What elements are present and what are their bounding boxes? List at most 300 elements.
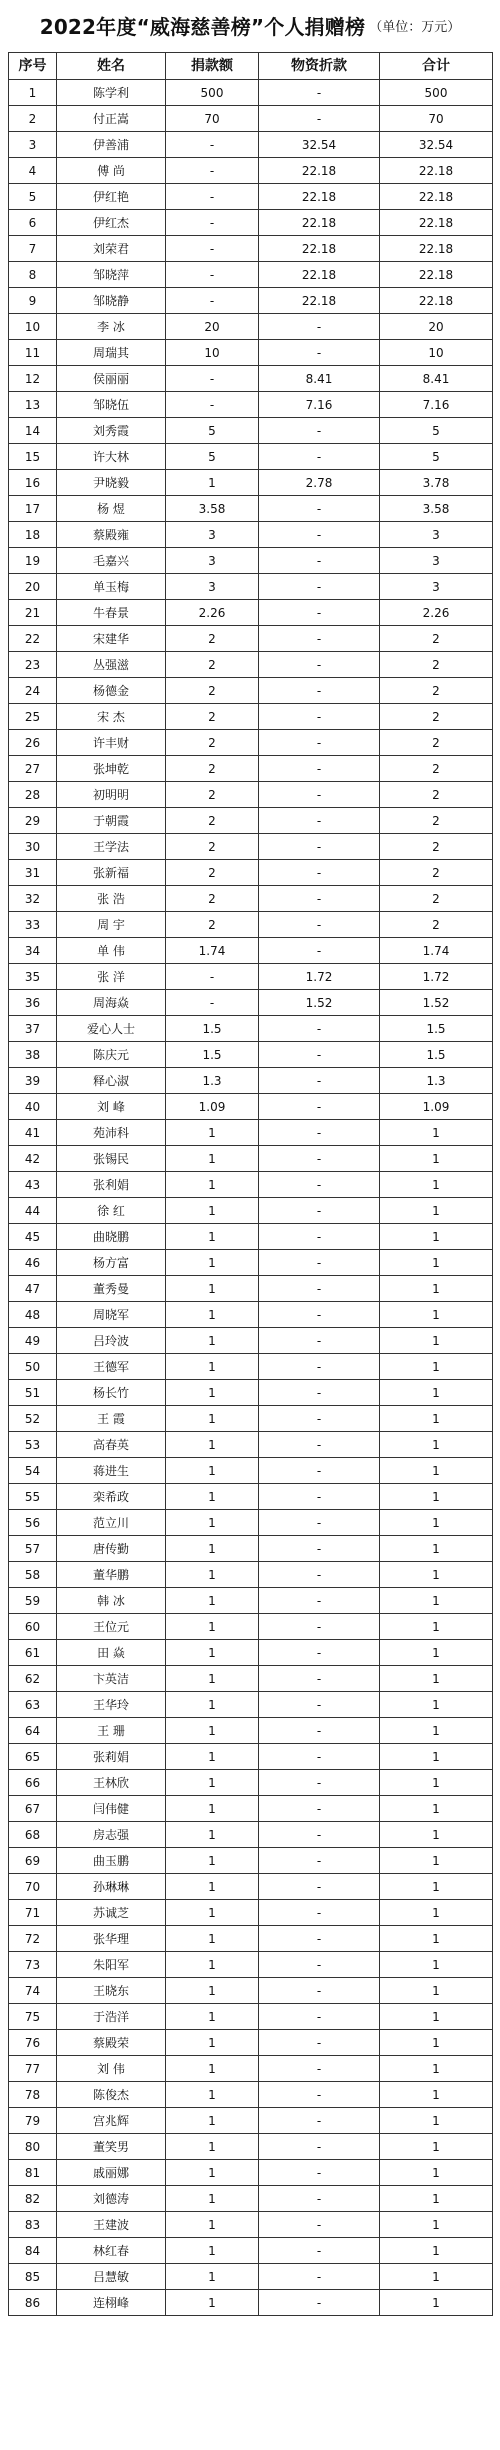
cell-seq: 39 [9,1068,57,1094]
cell-seq: 67 [9,1796,57,1822]
cell-name: 丛强滋 [57,652,166,678]
table-row [9,938,493,964]
cell-name: 陈学利 [57,80,166,106]
cell-cash: 1 [166,1328,259,1354]
cell-goods: - [259,2108,380,2134]
cell-cash: 3 [166,548,259,574]
cell-total: 1 [380,1666,493,1692]
cell-goods: - [259,1900,380,1926]
cell-total: 1 [380,1510,493,1536]
cell-total: 2 [380,860,493,886]
table-row [9,1744,493,1770]
cell-goods: - [259,2186,380,2212]
cell-seq: 74 [9,1978,57,2004]
cell-goods: - [259,1666,380,1692]
cell-total: 1 [380,2056,493,2082]
table-row [9,1900,493,1926]
cell-seq: 3 [9,132,57,158]
cell-total: 1 [380,1744,493,1770]
cell-total: 1.5 [380,1042,493,1068]
cell-goods: - [259,938,380,964]
cell-name: 王学法 [57,834,166,860]
cell-goods: - [259,1328,380,1354]
cell-cash: 1 [166,2108,259,2134]
cell-total: 22.18 [380,184,493,210]
cell-cash: 2 [166,808,259,834]
cell-seq: 61 [9,1640,57,1666]
cell-total: 1 [380,1276,493,1302]
table-row [9,1224,493,1250]
table-row [9,2030,493,2056]
cell-seq: 40 [9,1094,57,1120]
cell-cash: 1 [166,2238,259,2264]
cell-cash: 1.09 [166,1094,259,1120]
cell-seq: 1 [9,80,57,106]
table-row [9,132,493,158]
cell-total: 2 [380,912,493,938]
cell-cash: 1 [166,1276,259,1302]
cell-name: 侯丽丽 [57,366,166,392]
table-row [9,1146,493,1172]
cell-cash: 1 [166,1172,259,1198]
table-row [9,418,493,444]
cell-name: 唐传勤 [57,1536,166,1562]
cell-cash: 1 [166,2030,259,2056]
cell-seq: 23 [9,652,57,678]
cell-cash: 1 [166,1406,259,1432]
cell-name: 吕慧敏 [57,2264,166,2290]
cell-total: 1 [380,1224,493,1250]
cell-cash: 1 [166,1588,259,1614]
cell-seq: 41 [9,1120,57,1146]
cell-goods: - [259,782,380,808]
cell-cash: 1 [166,2186,259,2212]
cell-name: 田 焱 [57,1640,166,1666]
cell-total: 1 [380,1770,493,1796]
cell-seq: 13 [9,392,57,418]
cell-name: 王德军 [57,1354,166,1380]
cell-name: 苏诚芝 [57,1900,166,1926]
cell-cash: 1 [166,2264,259,2290]
cell-goods: - [259,1744,380,1770]
cell-goods: - [259,1198,380,1224]
cell-goods: - [259,860,380,886]
cell-total: 1 [380,2212,493,2238]
cell-goods: 22.18 [259,210,380,236]
cell-cash: 1 [166,1926,259,1952]
cell-name: 单玉梅 [57,574,166,600]
cell-name: 王华玲 [57,1692,166,1718]
cell-goods: - [259,80,380,106]
cell-goods: - [259,1276,380,1302]
cell-goods: - [259,1848,380,1874]
table-row [9,158,493,184]
table-row [9,1068,493,1094]
cell-name: 苑沛科 [57,1120,166,1146]
table-row [9,314,493,340]
cell-goods: 1.52 [259,990,380,1016]
cell-total: 1.74 [380,938,493,964]
cell-name: 闫伟健 [57,1796,166,1822]
title-bar [0,0,500,50]
cell-goods: 8.41 [259,366,380,392]
cell-seq: 48 [9,1302,57,1328]
cell-goods: - [259,2212,380,2238]
cell-seq: 68 [9,1822,57,1848]
cell-name: 董秀曼 [57,1276,166,1302]
cell-seq: 9 [9,288,57,314]
cell-seq: 62 [9,1666,57,1692]
cell-total: 2 [380,652,493,678]
cell-goods: - [259,2238,380,2264]
cell-name: 邹晓静 [57,288,166,314]
cell-total: 2 [380,808,493,834]
table-row [9,1094,493,1120]
cell-goods: - [259,1432,380,1458]
cell-total: 7.16 [380,392,493,418]
cell-seq: 15 [9,444,57,470]
cell-goods: - [259,1094,380,1120]
cell-name: 曲晓鹏 [57,1224,166,1250]
cell-name: 周瑞其 [57,340,166,366]
cell-goods: - [259,1536,380,1562]
cell-goods: - [259,2290,380,2316]
cell-name: 王晓东 [57,1978,166,2004]
table-row [9,2134,493,2160]
table-row [9,1380,493,1406]
cell-goods: 1.72 [259,964,380,990]
cell-goods: - [259,1588,380,1614]
cell-name: 刘荣君 [57,236,166,262]
table-row [9,1172,493,1198]
cell-total: 1 [380,2030,493,2056]
cell-seq: 55 [9,1484,57,1510]
header-goods: 物资折款 [259,53,380,80]
table-row [9,1354,493,1380]
cell-name: 张 浩 [57,886,166,912]
cell-name: 初明明 [57,782,166,808]
cell-goods: - [259,1510,380,1536]
table-row [9,860,493,886]
table-row [9,1562,493,1588]
cell-name: 徐 红 [57,1198,166,1224]
table-row [9,444,493,470]
cell-goods: - [259,2082,380,2108]
cell-seq: 64 [9,1718,57,1744]
cell-total: 1 [380,1432,493,1458]
cell-cash: 20 [166,314,259,340]
cell-name: 许丰财 [57,730,166,756]
cell-name: 于朝霞 [57,808,166,834]
cell-cash: 1 [166,1900,259,1926]
cell-seq: 37 [9,1016,57,1042]
cell-name: 戚丽娜 [57,2160,166,2186]
cell-name: 蒋进生 [57,1458,166,1484]
cell-goods: - [259,1172,380,1198]
table-row [9,392,493,418]
cell-total: 2.26 [380,600,493,626]
table-body [9,80,493,2316]
cell-seq: 84 [9,2238,57,2264]
cell-total: 1 [380,1250,493,1276]
cell-cash: 2 [166,756,259,782]
cell-cash: 1 [166,1380,259,1406]
cell-cash: 1 [166,2290,259,2316]
cell-name: 傅 尚 [57,158,166,184]
table-row [9,1588,493,1614]
cell-goods: - [259,2160,380,2186]
cell-cash: 500 [166,80,259,106]
cell-name: 陈庆元 [57,1042,166,1068]
table-row [9,1432,493,1458]
cell-goods: - [259,2004,380,2030]
table-row [9,704,493,730]
cell-cash: 3 [166,522,259,548]
cell-total: 22.18 [380,210,493,236]
cell-cash: 1 [166,1146,259,1172]
header-cash: 捐款额 [166,53,259,80]
cell-total: 3.58 [380,496,493,522]
cell-goods: - [259,886,380,912]
cell-total: 22.18 [380,158,493,184]
cell-seq: 72 [9,1926,57,1952]
cell-name: 孙琳琳 [57,1874,166,1900]
cell-name: 蔡殿荣 [57,2030,166,2056]
cell-goods: - [259,574,380,600]
cell-total: 500 [380,80,493,106]
cell-seq: 45 [9,1224,57,1250]
cell-goods: - [259,548,380,574]
cell-cash: 2 [166,860,259,886]
cell-cash: 1 [166,1614,259,1640]
cell-cash: 2 [166,704,259,730]
cell-total: 70 [380,106,493,132]
header-total: 合计 [380,53,493,80]
cell-cash: - [166,210,259,236]
cell-cash: 1 [166,1562,259,1588]
cell-cash: - [166,392,259,418]
cell-seq: 77 [9,2056,57,2082]
cell-seq: 34 [9,938,57,964]
cell-seq: 8 [9,262,57,288]
cell-cash: 1 [166,1874,259,1900]
cell-seq: 14 [9,418,57,444]
cell-total: 1 [380,1796,493,1822]
cell-cash: 5 [166,418,259,444]
cell-total: 1.3 [380,1068,493,1094]
cell-cash: 1 [166,1848,259,1874]
cell-cash: 2 [166,912,259,938]
cell-name: 宋建华 [57,626,166,652]
table-row [9,1484,493,1510]
table-row [9,522,493,548]
table-row [9,1328,493,1354]
cell-cash: 1 [166,1120,259,1146]
cell-seq: 79 [9,2108,57,2134]
cell-seq: 56 [9,1510,57,1536]
cell-name: 张新福 [57,860,166,886]
cell-total: 22.18 [380,262,493,288]
cell-name: 曲玉鹏 [57,1848,166,1874]
cell-name: 陈俊杰 [57,2082,166,2108]
cell-goods: 22.18 [259,184,380,210]
table-row [9,106,493,132]
cell-total: 1.72 [380,964,493,990]
table-row [9,236,493,262]
cell-goods: - [259,1250,380,1276]
cell-name: 牛春景 [57,600,166,626]
cell-seq: 50 [9,1354,57,1380]
cell-name: 杨长竹 [57,1380,166,1406]
table-row [9,496,493,522]
table-row [9,262,493,288]
unit-note: （单位：万元） [369,19,461,35]
cell-goods: - [259,1016,380,1042]
cell-name: 张坤乾 [57,756,166,782]
cell-seq: 73 [9,1952,57,1978]
cell-name: 王林欣 [57,1770,166,1796]
cell-total: 1 [380,1900,493,1926]
table-row [9,1796,493,1822]
cell-seq: 86 [9,2290,57,2316]
cell-total: 22.18 [380,236,493,262]
cell-cash: 1 [166,1536,259,1562]
cell-name: 董华鹏 [57,1562,166,1588]
cell-seq: 16 [9,470,57,496]
cell-cash: 1 [166,1822,259,1848]
cell-total: 5 [380,418,493,444]
cell-name: 张锡民 [57,1146,166,1172]
cell-goods: - [259,1796,380,1822]
cell-seq: 60 [9,1614,57,1640]
cell-name: 张 洋 [57,964,166,990]
cell-cash: 2 [166,652,259,678]
cell-cash: 3 [166,574,259,600]
cell-goods: - [259,1822,380,1848]
cell-goods: - [259,600,380,626]
cell-cash: 2 [166,626,259,652]
cell-goods: - [259,678,380,704]
cell-seq: 19 [9,548,57,574]
cell-name: 王位元 [57,1614,166,1640]
cell-goods: - [259,418,380,444]
cell-seq: 58 [9,1562,57,1588]
cell-seq: 44 [9,1198,57,1224]
cell-goods: - [259,444,380,470]
cell-total: 22.18 [380,288,493,314]
cell-name: 杨德金 [57,678,166,704]
cell-total: 1 [380,2238,493,2264]
table-row [9,1978,493,2004]
cell-seq: 75 [9,2004,57,2030]
table-row [9,288,493,314]
cell-total: 1 [380,1874,493,1900]
cell-cash: 1 [166,1952,259,1978]
cell-goods: 7.16 [259,392,380,418]
cell-total: 20 [380,314,493,340]
cell-goods: - [259,1562,380,1588]
cell-cash: 1 [166,1354,259,1380]
cell-total: 1 [380,1536,493,1562]
table-row [9,1666,493,1692]
cell-total: 1 [380,1146,493,1172]
cell-goods: - [259,496,380,522]
cell-name: 伊红杰 [57,210,166,236]
cell-goods: - [259,1770,380,1796]
table-row [9,756,493,782]
cell-cash: - [166,132,259,158]
cell-goods: - [259,1224,380,1250]
cell-total: 3 [380,548,493,574]
page-title: 2022年度“威海慈善榜”个人捐赠榜 [39,14,366,39]
cell-name: 宫兆辉 [57,2108,166,2134]
table-row [9,1120,493,1146]
cell-name: 范立川 [57,1510,166,1536]
table-row [9,1874,493,1900]
cell-cash: 1 [166,1978,259,2004]
cell-cash: 3.58 [166,496,259,522]
table-row [9,834,493,860]
table-row [9,1406,493,1432]
header-name: 姓名 [57,53,166,80]
cell-goods: - [259,522,380,548]
cell-name: 董笑男 [57,2134,166,2160]
header-row [9,53,493,80]
table-row [9,1614,493,1640]
cell-seq: 22 [9,626,57,652]
cell-name: 邹晓伍 [57,392,166,418]
cell-total: 1 [380,1380,493,1406]
table-row [9,470,493,496]
cell-total: 1 [380,1926,493,1952]
cell-seq: 49 [9,1328,57,1354]
cell-name: 伊善浦 [57,132,166,158]
cell-total: 2 [380,704,493,730]
cell-goods: - [259,652,380,678]
cell-cash: - [166,288,259,314]
cell-cash: - [166,184,259,210]
cell-total: 2 [380,678,493,704]
cell-name: 爱心人士 [57,1016,166,1042]
cell-total: 1.52 [380,990,493,1016]
cell-name: 周晓军 [57,1302,166,1328]
cell-goods: - [259,1874,380,1900]
cell-name: 张华理 [57,1926,166,1952]
cell-seq: 46 [9,1250,57,1276]
cell-total: 1 [380,1588,493,1614]
cell-total: 1 [380,1614,493,1640]
cell-name: 周 宇 [57,912,166,938]
cell-name: 蔡殿雍 [57,522,166,548]
cell-total: 1 [380,1172,493,1198]
cell-cash: 1 [166,2056,259,2082]
cell-cash: 1.5 [166,1016,259,1042]
cell-cash: 1 [166,1484,259,1510]
cell-name: 韩 冰 [57,1588,166,1614]
cell-goods: - [259,1458,380,1484]
cell-total: 2 [380,886,493,912]
table-row [9,1510,493,1536]
cell-goods: - [259,1068,380,1094]
cell-cash: - [166,236,259,262]
cell-cash: 1 [166,1250,259,1276]
cell-seq: 78 [9,2082,57,2108]
table-row [9,80,493,106]
cell-seq: 7 [9,236,57,262]
cell-total: 2 [380,782,493,808]
table-row [9,886,493,912]
cell-goods: - [259,106,380,132]
